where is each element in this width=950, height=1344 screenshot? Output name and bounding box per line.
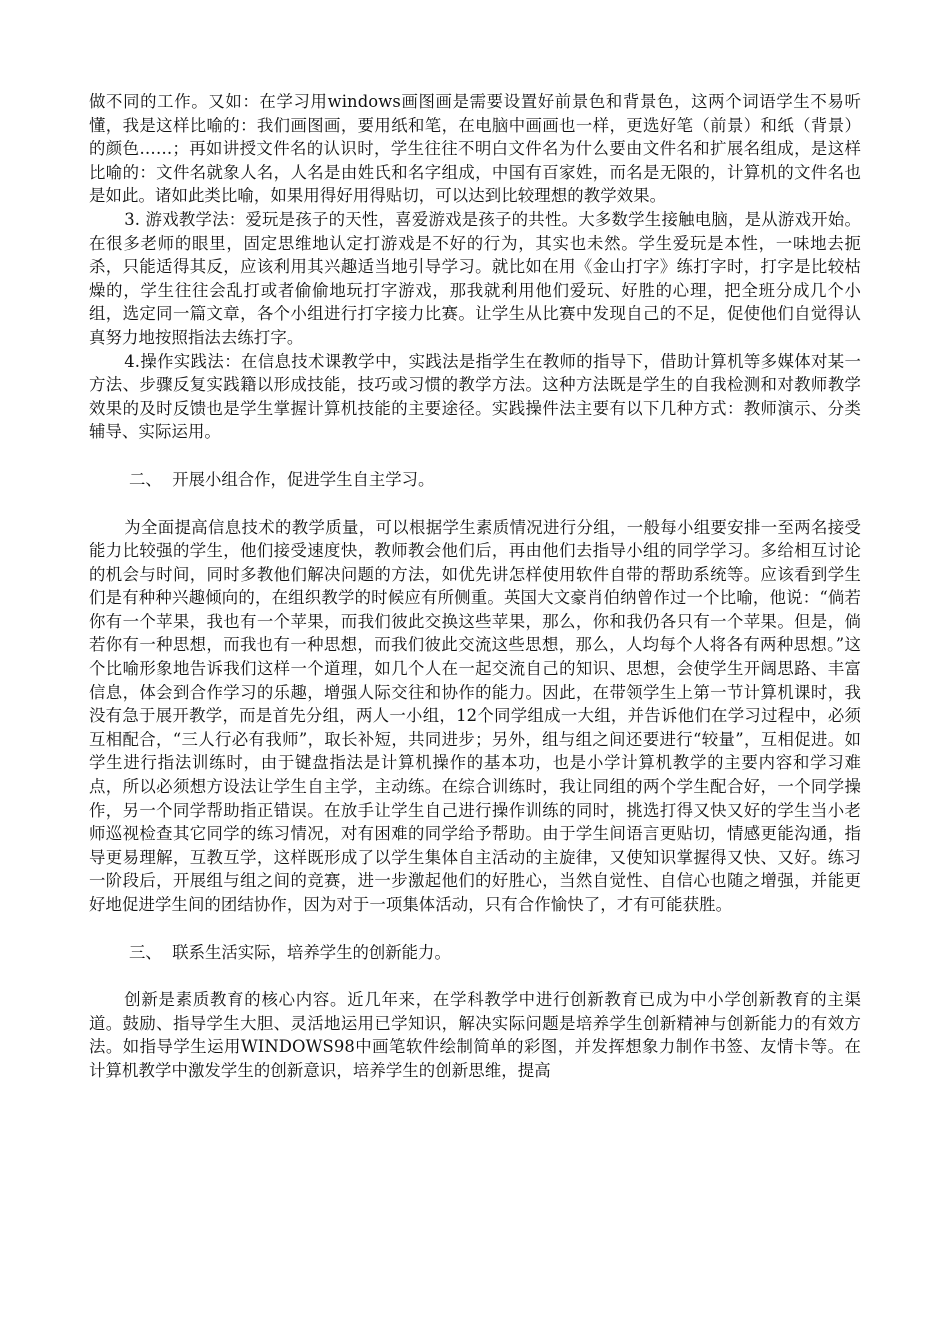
spacer bbox=[89, 917, 861, 941]
paragraph-continuation: 做不同的工作。又如：在学习用windows画图画是需要设置好前景色和背景色，这两个词语学生不易听懂，我是这样比喻的：我们画图画，要用纸和笔，在电脑中画画也一样，更选好笔（前景）和纸（背景）的颜色……；再如讲授文件名的认识时，学生往往不明白文件名为什么要由文件名和扩展名组成，是这样比喻的：文件名就象人名，人名是由姓氏和名字组成，中国有百家姓，而名是无限的，计算机的文件名也是如此。诸如此类比喻，如果用得好用得贴切，可以达到比较理想的教学效果。 bbox=[89, 92, 861, 206]
paragraph-practice-method: 4.操作实践法：在信息技术课教学中，实践法是指学生在教师的指导下，借助计算机等多媒体对某一方法、步骤反复实践籍以形成技能，技巧或习惯的教学方法。这种方法既是学生的自我检测和对教师教学效果的及时反馈也是学生掌握计算机技能的主要途径。实践操件法主要有以下几种方式：教师演示、分类辅导、实际运用。 bbox=[89, 351, 861, 442]
spacer bbox=[89, 444, 861, 468]
paragraph-innovation: 创新是素质教育的核心内容。近几年来，在学科教学中进行创新教育已成为中小学创新教育的主渠道。鼓励、指导学生大胆、灵活地运用已学知识，解决实际问题是培养学生创新精神与创新能力的有效方法。如指导学生运用WINDOWS98中画笔软件绘制简单的彩图，并发挥想象力制作书签、友情卡等。在计算机教学中激发学生的创新意识，培养学生的创新思维，提高 bbox=[89, 990, 861, 1080]
paragraph-game-teaching: 3. 游戏教学法：爱玩是孩子的天性，喜爱游戏是孩子的共性。大多数学生接触电脑，是从游戏开始。在很多老师的眼里，固定思维地认定打游戏是不好的行为，其实也未然。学生爱玩是本性，一味地去扼杀，只能适得其反，应该利用其兴趣适当地引导学习。就比如在用《金山打字》练打字时，打字是比较枯燥的，学生往往会乱打或者偷偷地玩打字游戏，那我就利用他们爱玩、好胜的心理，把全班分成几个小组，选定同一篇文章，各个小组进行打字接力比赛。让学生从比赛中发现自己的不足，促使他们自觉得认真努力地按照指法去练打字。 bbox=[89, 209, 861, 347]
spacer bbox=[89, 964, 861, 988]
paragraph-group-cooperation: 为全面提高信息技术的教学质量，可以根据学生素质情况进行分组，一般每小组要安排一至两名接受能力比较强的学生，他们接受速度快，教师教会他们后，再由他们去指导小组的同学学习。多给相互讨论的机会与时间，同时多教他们解决问题的方法，如优先讲怎样使用软件自带的帮助系统等。应该看到学生们是有种种兴趣倾向的，在组织教学的时候应有所侧重。英国大文豪肖伯纳曾作过一个比喻，他说：“倘若你有一个苹果，我也有一个苹果，而我们彼此交换这些苹果，那么，你和我仍各只有一个苹果。但是，倘若你有一种思想，而我也有一种思想，而我们彼此交流这些思想，那么，人均每个人将各有两种思想。”这个比喻形象地告诉我们这样一个道理，如几个人在一起交流自己的知识、思想，会使学生开阔思路、丰富信息，体会到合作学习的乐趣，增强人际交往和协作的能力。因此，在带领学生上第一节计算机课时，我没有急于展开教学，而是首先分组，两人一小组，12个同学组成一大组，并告诉他们在学习过程中，必须互相配合，“三人行必有我师”，取长补短，共同进步；另外，组与组之间还要进行“较量”，互相促进。如学生进行指法训练时，由于键盘指法是计算机操作的基本功，也是小学计算机教学的主要内容和学习难点，所以必须想方设法让学生自主学，主动练。在综合训练时，我让同组的两个学生配合好，一个同学操作，另一个同学帮助指正错误。在放手让学生自己进行操作训练的同时，挑选打得又快又好的学生当小老师巡视检查其它同学的练习情况，对有困难的同学给予帮助。由于学生间语言更贴切，情感更能沟通，指导更易理解，互教互学，这样既形成了以学生集体自主活动的主旋律，又使知识掌握得又快、又好。练习一阶段后，开展组与组之间的竞赛，进一步激起他们的好胜心，当然自觉性、自信心也随之增强，并能更好地促进学生间的团结协作，因为对于一项集体活动，只有合作愉快了，才有可能获胜。 bbox=[89, 517, 861, 914]
section-heading-3: 三、 联系生活实际，培养学生的创新能力。 bbox=[129, 942, 451, 962]
spacer bbox=[89, 492, 861, 516]
section-heading-2: 二、 开展小组合作，促进学生自主学习。 bbox=[129, 469, 435, 489]
document-page bbox=[89, 90, 861, 1083]
